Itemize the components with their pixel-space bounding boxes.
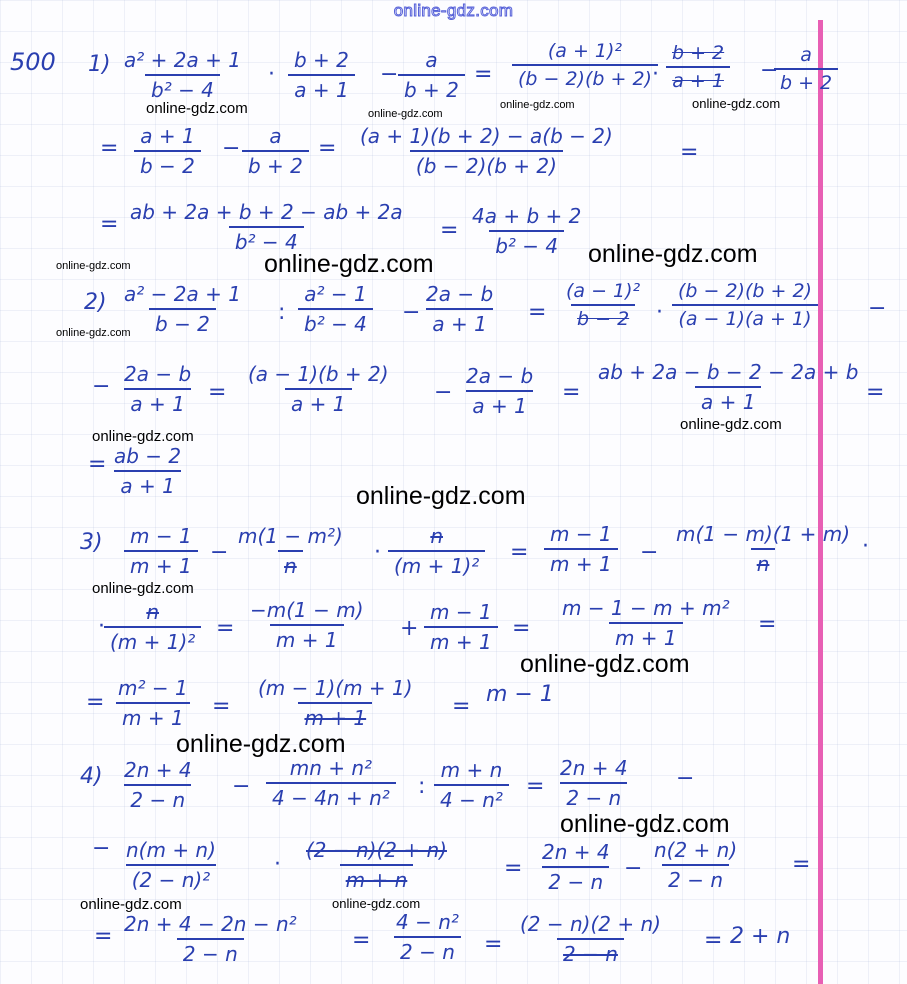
p4-l1-equals: = (526, 774, 545, 799)
denominator: b² − 4 (298, 308, 373, 336)
denominator: m + 1 (544, 548, 618, 576)
denominator: 4 − n² (434, 784, 509, 812)
denominator: a + 1 (114, 470, 180, 498)
numerator: −m(1 − m) (250, 598, 364, 622)
numerator: ab − 2 (114, 444, 182, 468)
p1-l1-frac-5 (666, 42, 730, 92)
p2-l2-minus: − (92, 374, 111, 399)
denominator: b − 2 (134, 150, 201, 178)
numerator: a (269, 124, 282, 148)
denominator: m + 1 (609, 622, 683, 650)
numerator: 2a − b (124, 362, 192, 386)
numerator: 2n + 4 (560, 756, 628, 780)
p2-l1-frac-5 (672, 280, 818, 330)
p1-l2-minus: − (222, 136, 241, 161)
denominator: b² − 4 (229, 226, 304, 254)
denominator: (a − 1)(a + 1) (672, 304, 817, 330)
numerator: (a − 1)(b + 2) (248, 362, 389, 386)
p3-l1-minus-2: − (640, 540, 659, 565)
p1-l3-equals-2: = (440, 218, 459, 243)
numerator: 2n + 4 (124, 758, 192, 782)
p4-l2-frac-1 (120, 838, 222, 892)
watermark-text: online-gdz.com (56, 260, 131, 272)
watermark-text: online-gdz.com (680, 416, 782, 433)
problem-3-label: 3) (80, 530, 103, 555)
watermark-text: online-gdz.com (692, 96, 781, 111)
site-header-watermark: online-gdz.com (393, 1, 514, 20)
numerator: m − 1 (130, 524, 192, 548)
p4-l2-minus-2: − (624, 856, 643, 881)
p4-l3-equals-4: = (704, 928, 723, 953)
denominator: (m + 1)² (388, 550, 485, 578)
p2-l1-dot: · (656, 300, 663, 325)
p2-l1-minus-2: − (868, 296, 887, 321)
p1-l2-equals-2: = (318, 136, 337, 161)
p3-l2-equals: = (216, 616, 235, 641)
p3-l1-frac-2 (232, 524, 349, 578)
p2-l2-equals: = (208, 380, 227, 405)
denominator: (b − 2)(b + 2) (410, 150, 563, 178)
denominator: b − 2 (571, 304, 635, 330)
p2-l3-frac-1 (108, 444, 187, 498)
p1-l2-equals: = (100, 136, 119, 161)
watermark-text: online-gdz.com (56, 327, 131, 339)
watermark-text: online-gdz.com (560, 810, 730, 838)
p2-l1-frac-1 (118, 282, 247, 336)
p3-l3-frac-2 (252, 676, 419, 730)
denominator: a + 1 (285, 388, 351, 416)
p3-l1-equals: = (510, 540, 529, 565)
p3-l1-minus: − (210, 540, 229, 565)
p4-l1-divide: : (418, 774, 426, 799)
denominator: a + 1 (124, 388, 190, 416)
p4-l3-equals-3: = (484, 932, 503, 957)
denominator: b² − 4 (489, 230, 564, 258)
p4-l1-frac-2 (266, 756, 396, 810)
numerator: 2n + 4 − 2n − n² (124, 912, 297, 936)
p3-l2-frac-4 (556, 596, 736, 650)
numerator: m − 1 − m + m² (562, 596, 730, 620)
watermark-text: online-gdz.com (92, 580, 194, 597)
watermark-text: online-gdz.com (80, 896, 182, 913)
denominator: a + 1 (695, 386, 761, 414)
p3-l1-dot: · (374, 540, 381, 565)
denominator: a + 1 (426, 308, 492, 336)
numerator: (2 − n)(2 + n) (520, 912, 661, 936)
watermark-text: online-gdz.com (332, 896, 421, 911)
denominator: m + n (340, 864, 414, 892)
numerator: mn + n² (289, 756, 373, 780)
p4-l1-frac-4 (554, 756, 634, 810)
p3-l2-frac-2 (244, 598, 370, 652)
p4-result: 2 + n (730, 924, 791, 949)
p3-l3-equals-2: = (212, 694, 231, 719)
numerator: m(1 − m)(1 + m) (676, 522, 851, 546)
denominator: n (278, 550, 303, 578)
watermark-text: online-gdz.com (588, 240, 758, 268)
numerator: (m − 1)(m + 1) (258, 676, 413, 700)
p1-l3-frac-1 (124, 200, 409, 254)
p1-l2-frac-1 (134, 124, 201, 178)
numerator: a² − 2a + 1 (124, 282, 241, 306)
p3-l3-equals-3: = (452, 694, 471, 719)
p4-l2-equals: = (504, 856, 523, 881)
numerator: (2 − n)(2 + n) (306, 838, 447, 862)
denominator: a + 1 (466, 390, 532, 418)
problem-1-label: 1) (88, 52, 111, 77)
p2-l3-equals: = (88, 452, 107, 477)
p4-l1-minus-2: − (676, 766, 695, 791)
numerator: 2n + 4 (542, 840, 610, 864)
p2-l1-frac-3 (420, 282, 499, 336)
numerator: b + 2 (294, 48, 349, 72)
p3-l1-frac-1 (124, 524, 198, 578)
numerator: ab + 2a + b + 2 − ab + 2a (130, 200, 403, 224)
denominator: b + 2 (398, 74, 465, 102)
p1-l1-frac-3 (398, 48, 465, 102)
p3-l2-dot: · (98, 614, 105, 639)
p4-l3-frac-3 (514, 912, 667, 966)
p4-l2-dot: · (274, 852, 281, 877)
watermark-text: online-gdz.com (176, 730, 346, 758)
denominator: m + 1 (116, 702, 190, 730)
p4-l2-frac-3 (536, 840, 616, 894)
p4-l2-minus: − (92, 836, 111, 861)
p3-l1-frac-3 (388, 524, 485, 578)
watermark-text: online-gdz.com (500, 99, 575, 111)
numerator: 4 − n² (396, 910, 459, 934)
p4-l2-equals-2: = (792, 852, 811, 877)
p2-l2-equals-2: = (562, 380, 581, 405)
watermark-text: online-gdz.com (368, 108, 443, 120)
p1-l2-frac-3 (354, 124, 619, 178)
task-number: 500 (10, 48, 56, 76)
p4-l3-frac-1 (118, 912, 303, 966)
denominator: b − 2 (149, 308, 216, 336)
watermark-text: online-gdz.com (92, 428, 194, 445)
p1-l1-dot-2: · (652, 62, 659, 87)
p3-l2-equals-3: = (758, 612, 777, 637)
numerator: a + 1 (140, 124, 195, 148)
numerator: (b − 2)(b + 2) (678, 280, 812, 302)
denominator: b + 2 (242, 150, 309, 178)
denominator: (m + 1)² (104, 626, 201, 654)
denominator: m + 1 (298, 702, 372, 730)
denominator: a + 1 (288, 74, 354, 102)
numerator: (a + 1)(b + 2) − a(b − 2) (360, 124, 613, 148)
denominator: 2 − n (662, 864, 729, 892)
p2-l1-minus: − (402, 300, 421, 325)
numerator: 4a + b + 2 (472, 204, 582, 228)
problem-4-label: 4) (80, 764, 103, 789)
numerator: n(m + n) (126, 838, 216, 862)
p1-l2-equals-3: = (680, 140, 699, 165)
p4-l1-frac-1 (118, 758, 198, 812)
p3-l2-plus: + (400, 616, 419, 641)
p1-l1-minus: − (380, 62, 399, 87)
numerator: m − 1 (550, 522, 612, 546)
p1-l1-frac-2 (288, 48, 355, 102)
p3-result: m − 1 (486, 682, 554, 707)
numerator: a² + 2a + 1 (124, 48, 241, 72)
p2-l1-divide: : (278, 300, 286, 325)
p3-l2-equals-2: = (512, 616, 531, 641)
p2-l2-equals-3: = (866, 380, 885, 405)
p1-l1-equals: = (474, 62, 493, 87)
p3-l1-frac-5 (670, 522, 856, 576)
denominator: b + 2 (774, 68, 838, 94)
denominator: 2 − n (542, 866, 609, 894)
numerator: m + n (440, 758, 503, 782)
p4-l2-frac-4 (648, 838, 743, 892)
denominator: (b − 2)(b + 2) (512, 64, 658, 90)
p4-l3-equals-2: = (352, 928, 371, 953)
p2-l1-frac-4 (560, 280, 646, 330)
p2-l2-minus-2: − (434, 380, 453, 405)
p1-l1-frac-1 (118, 48, 247, 102)
p1-l1-dot: · (268, 62, 275, 87)
numerator: n (146, 600, 159, 624)
numerator: m − 1 (430, 600, 492, 624)
denominator: m + 1 (424, 626, 498, 654)
p4-l1-minus: − (232, 774, 251, 799)
watermark-text: online-gdz.com (356, 482, 526, 510)
p2-l2-frac-4 (592, 360, 864, 414)
numerator: m(1 − m²) (238, 524, 343, 548)
p3-l3-frac-1 (112, 676, 194, 730)
numerator: m² − 1 (118, 676, 188, 700)
p1-l1-frac-4 (512, 40, 658, 90)
denominator: n (751, 548, 776, 576)
p1-l1-frac-6 (774, 44, 838, 94)
numerator: (a − 1)² (566, 280, 641, 302)
problem-2-label: 2) (84, 290, 107, 315)
numerator: 2a − b (466, 364, 534, 388)
numerator: (a + 1)² (547, 40, 623, 62)
watermark-text: online-gdz.com (146, 100, 248, 117)
p3-l3-equals: = (86, 690, 105, 715)
p1-l3-frac-2 (466, 204, 587, 258)
denominator: 2 − n (177, 938, 244, 966)
notebook-margin-line (818, 20, 823, 984)
numerator: 2a − b (426, 282, 494, 306)
p2-l2-frac-3 (460, 364, 539, 418)
p1-l3-equals: = (100, 212, 119, 237)
watermark-text: online-gdz.com (264, 250, 434, 278)
p4-l3-equals: = (94, 924, 113, 949)
numerator: ab + 2a − b − 2 − 2a + b (598, 360, 859, 384)
denominator: a + 1 (666, 66, 730, 92)
denominator: m + 1 (124, 550, 198, 578)
p2-l1-frac-2 (298, 282, 373, 336)
numerator: a (425, 48, 438, 72)
p3-l1-dot-2: · (862, 534, 869, 559)
p3-l2-frac-3 (424, 600, 498, 654)
denominator: 2 − n (560, 782, 627, 810)
numerator: n(2 + n) (654, 838, 738, 862)
numerator: a (800, 44, 812, 66)
p2-l2-frac-1 (118, 362, 197, 416)
p3-l1-frac-4 (544, 522, 618, 576)
p1-l2-frac-2 (242, 124, 309, 178)
watermark-text: online-gdz.com (520, 650, 690, 678)
denominator: 2 − n (124, 784, 191, 812)
p2-l1-equals: = (528, 300, 547, 325)
p2-l2-frac-2 (242, 362, 395, 416)
denominator: (2 − n)² (126, 864, 217, 892)
p4-l1-frac-3 (434, 758, 509, 812)
denominator: 2 − n (394, 936, 461, 964)
p3-l2-frac-1 (104, 600, 201, 654)
denominator: m + 1 (270, 624, 344, 652)
denominator: b² − 4 (145, 74, 220, 102)
p4-l3-frac-2 (390, 910, 465, 964)
p1-l1-minus-2: − (760, 58, 779, 83)
p4-l2-frac-2 (300, 838, 453, 892)
denominator: 4 − 4n + n² (266, 782, 396, 810)
numerator: n (430, 524, 443, 548)
numerator: b + 2 (672, 42, 725, 64)
denominator: 2 − n (557, 938, 624, 966)
numerator: a² − 1 (304, 282, 367, 306)
